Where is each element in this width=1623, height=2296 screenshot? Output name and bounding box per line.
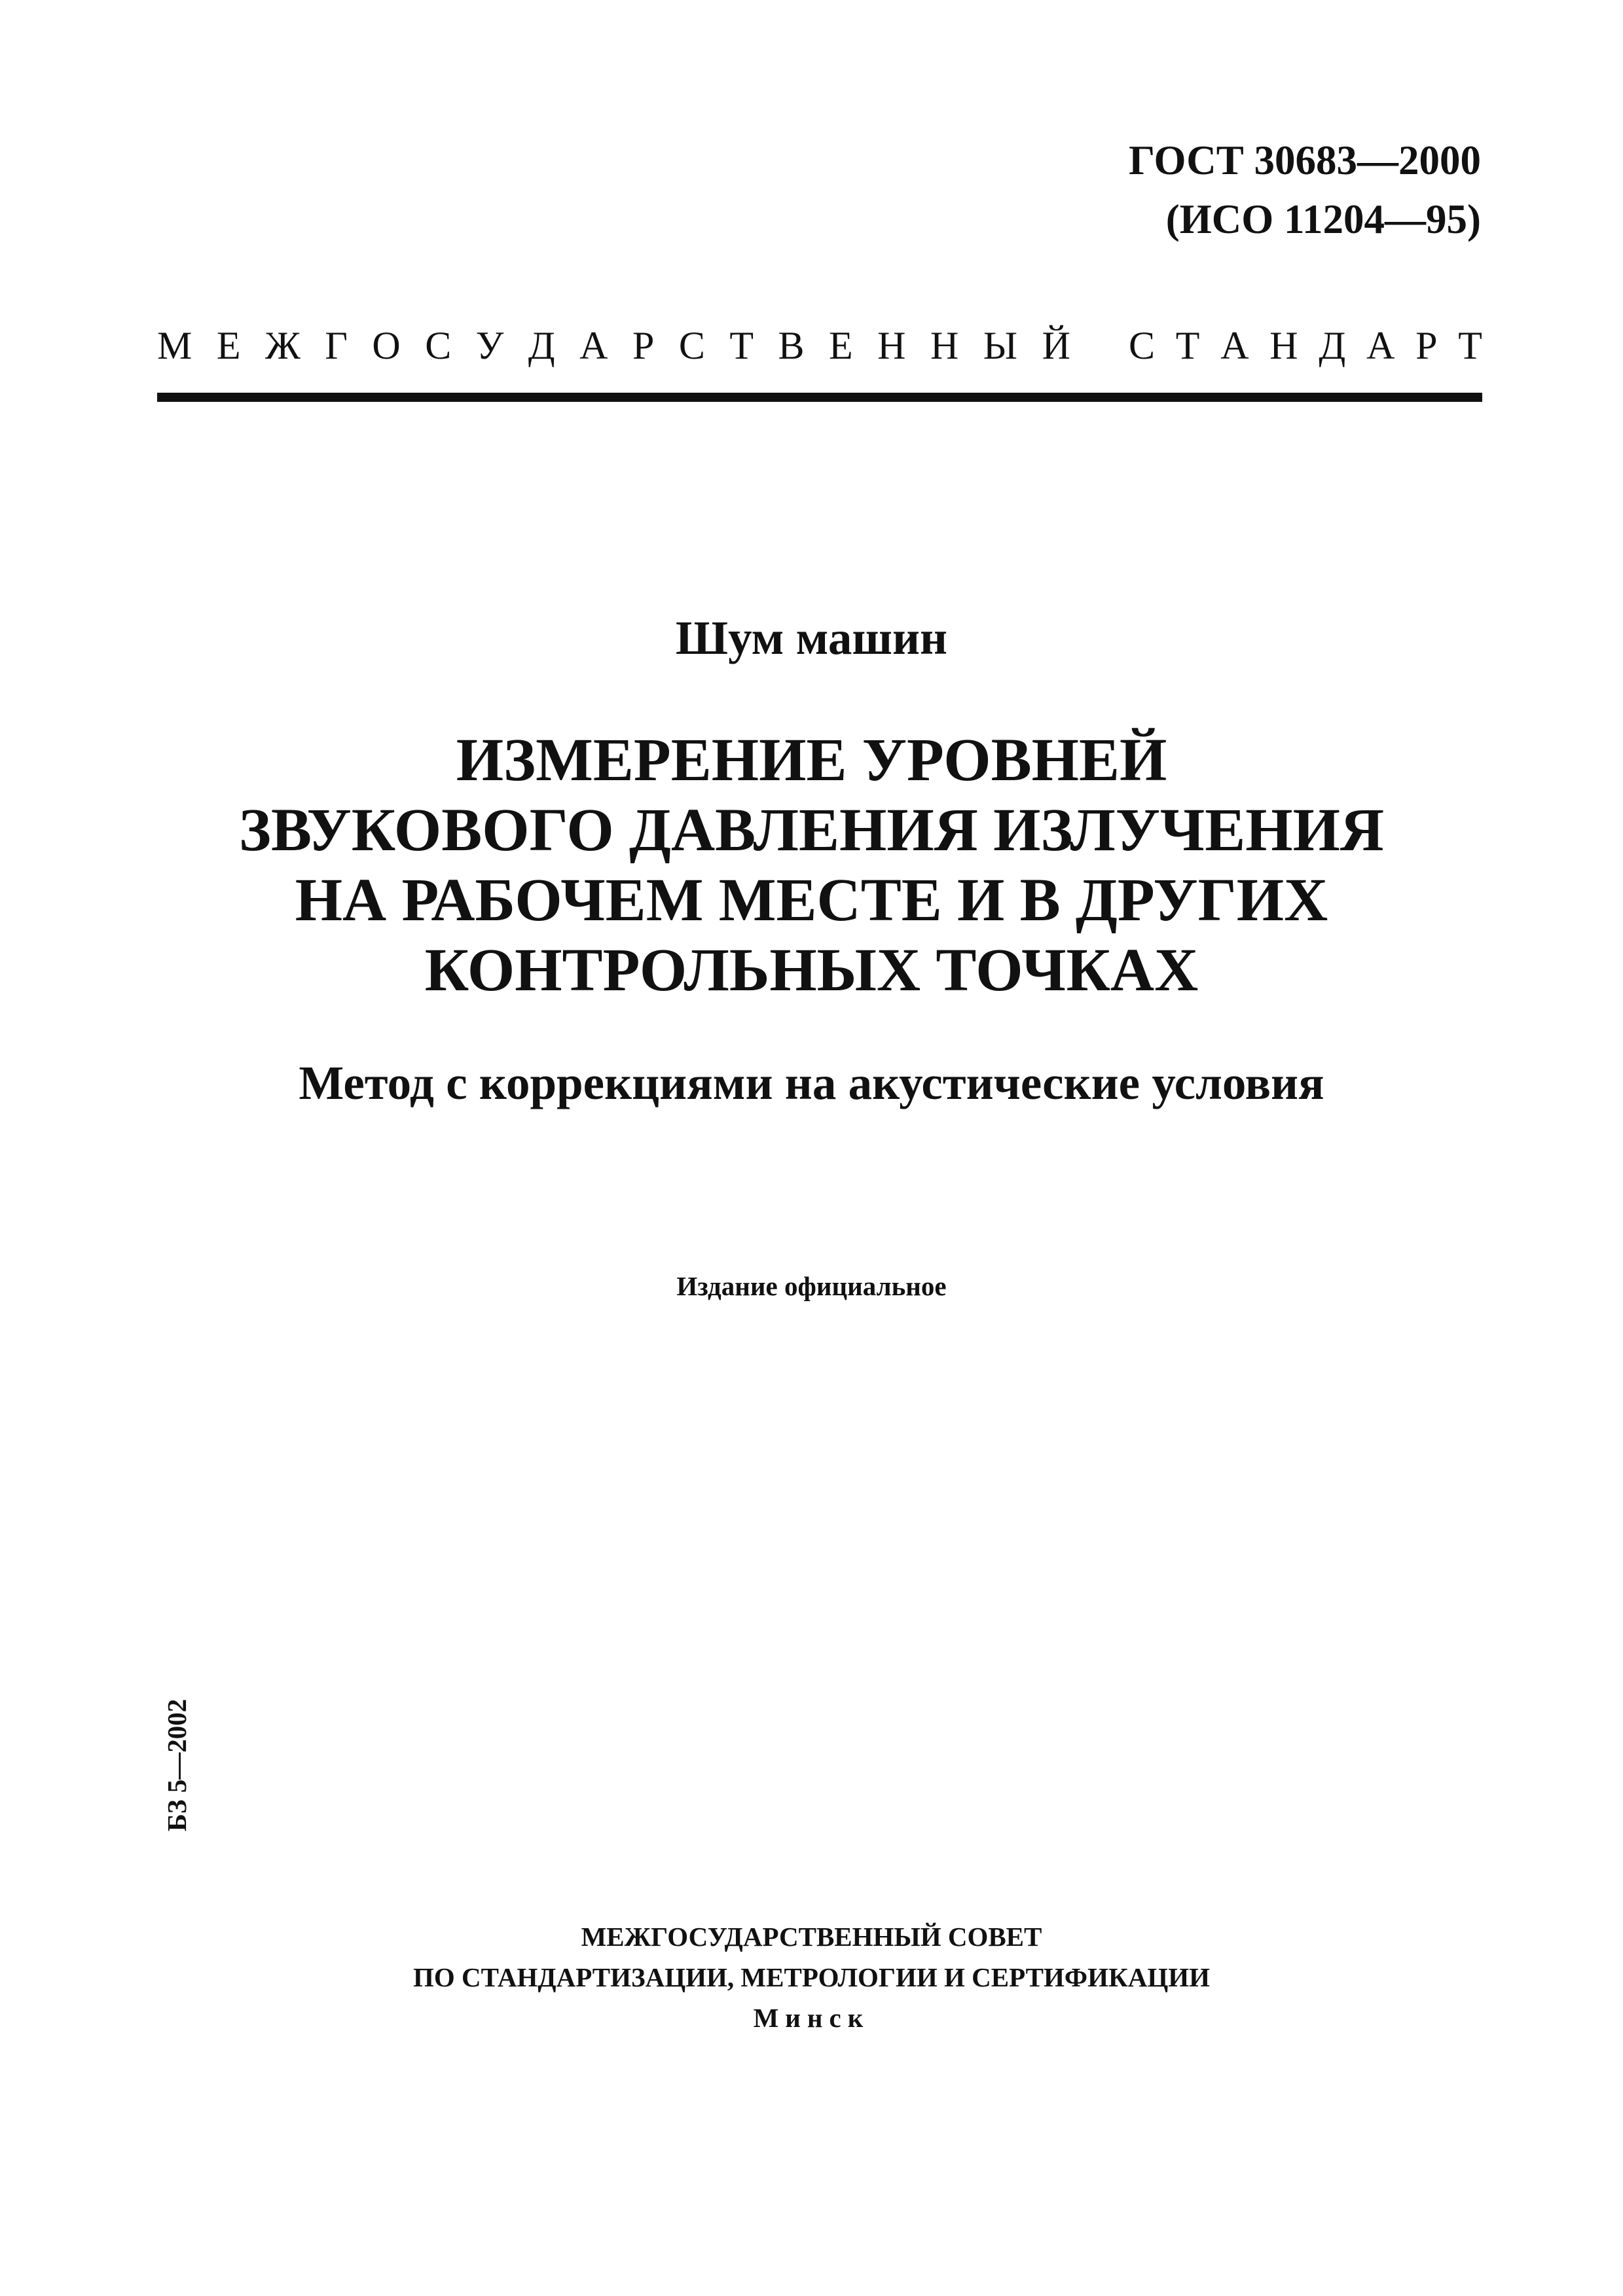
subject-heading: Шум машин	[675, 611, 948, 664]
category-letter: С	[425, 324, 452, 367]
method-subtitle: Метод с коррекциями на акустические условия	[299, 1056, 1324, 1109]
category-letter: С	[1129, 324, 1156, 367]
publisher-city: Минск	[753, 2003, 870, 2033]
category-letter: У	[475, 324, 504, 367]
edition-label: Издание официальное	[676, 1271, 947, 1301]
category-letter: Д	[528, 324, 555, 367]
title-line: ЗВУКОВОГО ДАВЛЕНИЯ ИЗЛУЧЕНИЯ	[238, 797, 1385, 864]
category-letter: О	[372, 324, 401, 367]
category-word-standard	[1129, 319, 1482, 372]
category-letter: А	[1220, 324, 1249, 367]
category-word-interstate	[157, 319, 1070, 372]
title-line: КОНТРОЛЬНЫХ ТОЧКАХ	[424, 937, 1199, 1004]
bz-code: БЗ 5—2002	[162, 1698, 192, 1832]
title-line: ИЗМЕРЕНИЕ УРОВНЕЙ	[456, 726, 1167, 794]
category-letter: Е	[216, 324, 241, 367]
bz-code-margin	[154, 1698, 200, 1832]
category-letter: Н	[877, 324, 906, 367]
publisher-line: ПО СТАНДАРТИЗАЦИИ, МЕТРОЛОГИИ И СЕРТИФИКАЦИИ	[412, 1962, 1211, 1992]
header-rule	[157, 393, 1482, 402]
publisher-block	[0, 1916, 1623, 2038]
document-title	[0, 725, 1623, 1005]
category-letter: М	[157, 324, 192, 367]
category-letter: Г	[325, 324, 348, 367]
category-letter: Н	[930, 324, 959, 367]
category-letter: Т	[729, 324, 754, 367]
category-letter: Е	[829, 324, 853, 367]
gost-number: ГОСТ 30683—2000	[1128, 137, 1481, 183]
standard-designation	[1129, 131, 1481, 249]
publisher-line: МЕЖГОСУДАРСТВЕННЫЙ СОВЕТ	[581, 1922, 1042, 1952]
category-letter: Й	[1042, 324, 1070, 367]
category-letter: Т	[1175, 324, 1200, 367]
category-letter: Д	[1319, 324, 1346, 367]
category-letter: А	[579, 324, 608, 367]
category-letter: Ж	[264, 324, 301, 367]
category-letter: Ы	[983, 324, 1018, 367]
category-letter: Р	[1415, 324, 1438, 367]
category-letter: Т	[1458, 324, 1482, 367]
title-line: НА РАБОЧЕМ МЕСТЕ И В ДРУГИХ	[295, 867, 1328, 934]
standard-category	[157, 319, 1482, 372]
category-letter: А	[1366, 324, 1395, 367]
category-letter: С	[678, 324, 705, 367]
iso-number: (ИСО 11204—95)	[1165, 196, 1481, 242]
category-letter: В	[778, 324, 805, 367]
category-letter: Н	[1269, 324, 1298, 367]
category-letter: Р	[632, 324, 655, 367]
